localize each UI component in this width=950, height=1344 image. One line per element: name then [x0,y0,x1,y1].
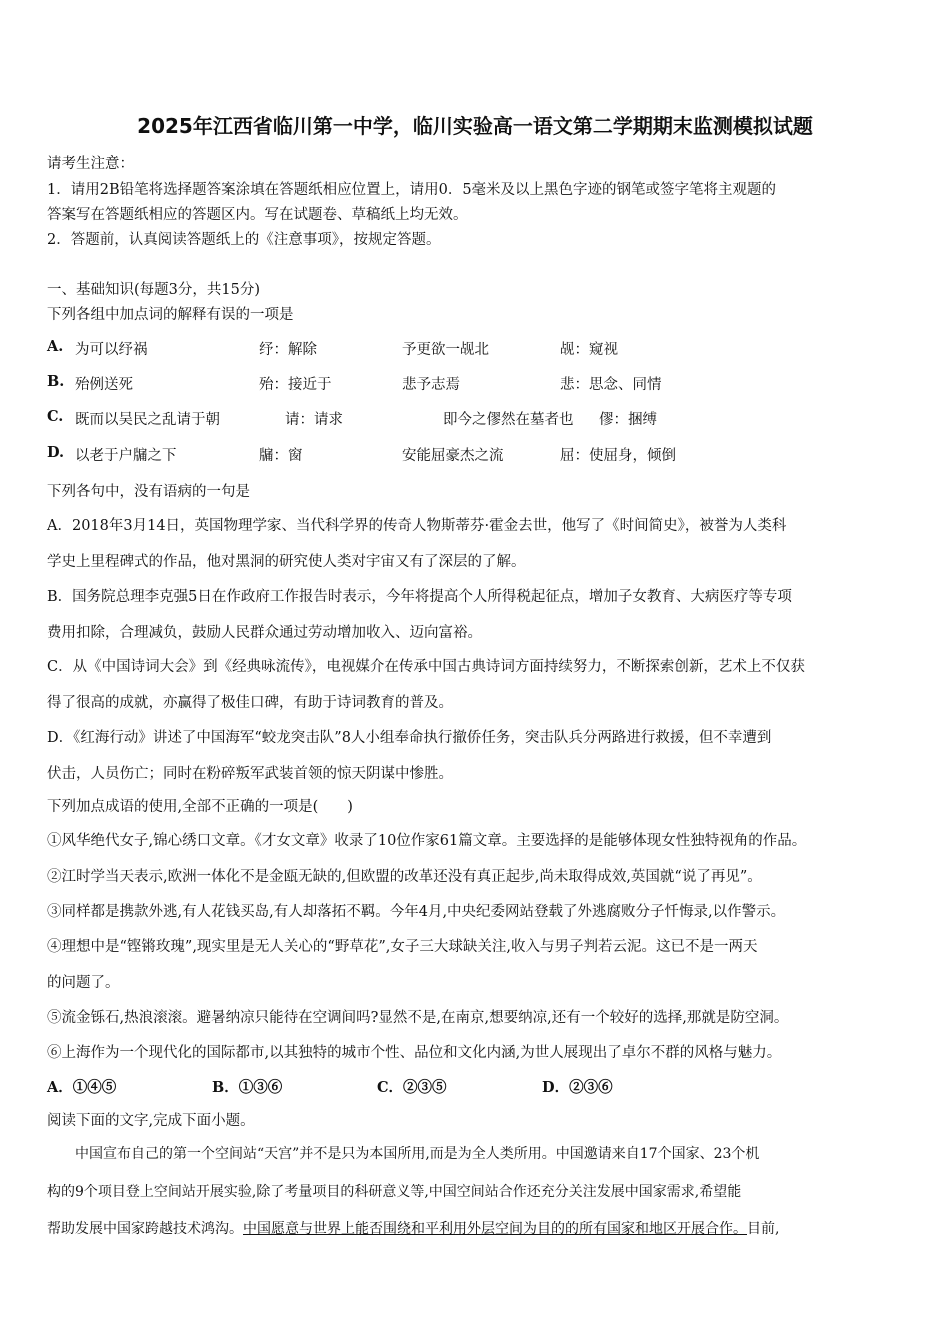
option-gloss: 请：请求 [285,412,343,428]
option-text: 予更欲一觇北 [402,342,489,358]
q3-sentence-1: ①风华绝代女子,锦心绣口文章。《才女文章》收录了10位作家61篇文章。主要选择的是能够体现女性独特视角的作品。 [47,833,807,849]
section-heading: 一、基础知识(每题3分，共15分) [47,282,260,298]
option-text: 悲予志焉 [402,377,460,393]
answer-option-d: D．②③⑥ [542,1079,613,1096]
option-label: D. [47,444,65,461]
answer-option-b: B．①③⑥ [212,1079,283,1096]
q2-option-d-line-1: D．《红海行动》讲述了中国海军“蛟龙突击队”8人小组奉命执行撤侨任务，突击队兵分两路进行救援，但不幸遭到 [47,730,772,746]
passage-line-2: 构的9个项目登上空间站开展实验,除了考量项目的科研意义等,中国空间站合作还充分关注发展中国家需求,希望能 [47,1184,742,1200]
notice-heading: 请考生注意： [47,156,134,172]
q2-option-a-line-2: 学史上里程碑式的作品，他对黑洞的研究使人类对宇宙又有了深层的了解。 [47,554,526,570]
q3-sentence-4-line-2: 的问题了。 [47,975,120,991]
option-text: 安能屈豪杰之流 [402,448,504,464]
q2-option-a-line-1: A．2018年3月14日，英国物理学家、当代科学界的传奇人物斯蒂芬·霍金去世，他写了《时间简史》，被誉为人类科 [47,518,787,534]
q2-option-c-line-1: C．从《中国诗词大会》到《经典咏流传》，电视媒介在传承中国古典诗词方面持续努力，不断探索创新，艺术上不仅获 [47,659,805,675]
q2-option-c-line-2: 得了很高的成就，亦赢得了极佳口碑，有助于诗词教育的普及。 [47,695,453,711]
option-text: 既而以吴民之乱请于朝 [75,412,220,428]
passage-line-3 [47,1218,779,1238]
passage-text: 目前, [747,1221,780,1237]
question-2-stem: 下列各句中，没有语病的一句是 [47,484,250,500]
q3-sentence-6: ⑥上海作为一个现代化的国际都市,以其独特的城市个性、品位和文化内涵,为世人展现出了卓尔不群的风格与魅力。 [47,1045,782,1061]
page-title: 2025年江西省临川第一中学，临川实验高一语文第二学期期末监测模拟试题 [137,114,813,138]
option-gloss: 觇：窥视 [560,342,618,358]
option-gloss: 悲：思念、同情 [560,377,662,393]
q3-sentence-5: ⑤流金铄石,热浪滚滚。避暑纳凉只能待在空调间吗?显然不是,在南京,想要纳凉,还有一个较好的选择,那就是防空洞。 [47,1010,789,1026]
option-text: 殆例送死 [75,377,133,393]
q3-sentence-4-line-1: ④理想中是“铿锵玫瑰”,现实里是无人关心的“野草花”,女子三大球缺关注,收入与男子判若云泥。这已不是一两天 [47,939,758,955]
passage-text: 帮助发展中国家跨越技术鸿沟。 [47,1221,243,1237]
q2-option-d-line-2: 伏击，人员伤亡；同时在粉碎叛军武装首领的惊天阴谋中惨胜。 [47,766,453,782]
option-text: 以老于户牖之下 [75,448,177,464]
option-text: 即今之僇然在墓者也 [443,412,574,428]
underlined-sentence: 中国愿意与世界上能否围绕和平利用外层空间为目的的所有国家和地区开展合作。 [243,1221,747,1237]
option-gloss: 殆：接近于 [259,377,332,393]
notice-item-1-line-2: 答案写在答题纸相应的答题区内。写在试题卷、草稿纸上均无效。 [47,207,468,223]
notice-item-1-line-1: 1．请用2B铅笔将选择题答案涂填在答题纸相应位置上，请用0．5毫米及以上黑色字迹的钢笔或签字笔将主观题的 [47,182,777,198]
q2-option-b-line-1: B．国务院总理李克强5日在作政府工作报告时表示，今年将提高个人所得税起征点，增加子女教育、大病医疗等专项 [47,589,792,605]
passage-line-1: 中国宣布自己的第一个空间站“天宫”并不是只为本国所用,而是为全人类所用。中国邀请来自17个国家、23个机 [47,1146,760,1162]
option-gloss: 屈：使屈身，倾倒 [560,448,676,464]
option-label: C. [47,408,64,425]
option-label: A. [47,338,64,355]
option-gloss: 牖：窗 [259,448,303,464]
q3-sentence-3: ③同样都是携款外逃,有人花钱买岛,有人却落拓不羁。今年4月,中央纪委网站登载了外逃腐败分子忏悔录,以作警示。 [47,904,786,920]
option-gloss: 僇：捆缚 [599,412,657,428]
reading-intro: 阅读下面的文字,完成下面小题。 [47,1113,255,1129]
option-text: 为可以纾祸 [75,342,148,358]
answer-option-a: A．①④⑤ [47,1079,117,1096]
notice-item-2: 2．答题前，认真阅读答题纸上的《注意事项》，按规定答题。 [47,232,441,248]
q3-sentence-2: ②江时学当天表示,欧洲一体化不是金瓯无缺的,但欧盟的改革还没有真正起步,尚未取得成效,英国就“说了再见”。 [47,869,762,885]
question-1-stem: 下列各组中加点词的解释有误的一项是 [47,307,294,323]
q2-option-b-line-2: 费用扣除，合理减负，鼓励人民群众通过劳动增加收入、迈向富裕。 [47,625,482,641]
option-label: B. [47,373,65,390]
option-gloss: 纾：解除 [259,342,317,358]
answer-option-c: C．②③⑤ [377,1079,447,1096]
question-3-stem: 下列加点成语的使用,全部不正确的一项是( ) [47,799,353,815]
